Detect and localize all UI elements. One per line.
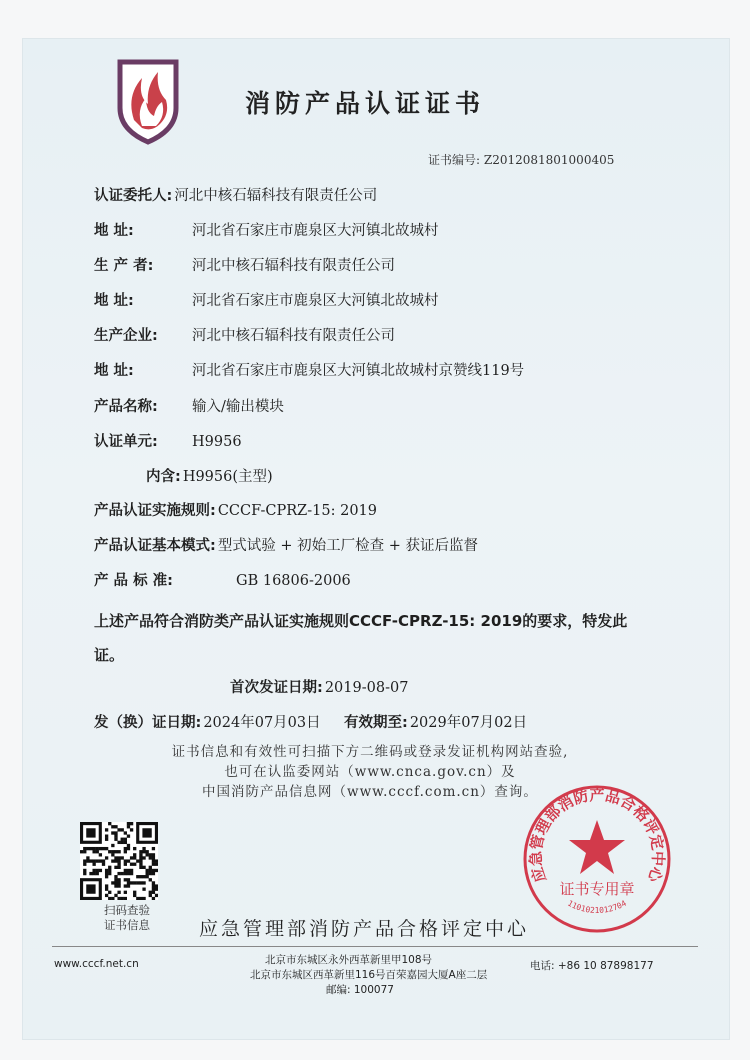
qr-caption-line: 证书信息 (104, 918, 150, 932)
first-issue-date-row (230, 676, 408, 697)
field-value: H9956(主型) (182, 469, 273, 485)
certificate-number: 证书编号: Z2012081801000405 (428, 153, 615, 167)
field-label: 生产企业: (94, 328, 158, 344)
field-label: 产 品 标 准: (94, 573, 173, 589)
qr-caption-line: 扫码查验 (104, 903, 150, 917)
field-row (146, 465, 273, 486)
footer-website[interactable]: www.cccf.net.cn (54, 958, 139, 970)
field-value: 河北中核石辐科技有限责任公司 (174, 188, 378, 204)
field-row (94, 430, 242, 451)
field-value: H9956 (192, 434, 242, 450)
field-label: 认证单元: (94, 434, 158, 450)
issue-date-row (94, 711, 321, 732)
conformity-statement: 上述产品符合消防类产品认证实施规则CCCF-CPRZ-15: 2019的要求，特发此证。 (94, 612, 628, 664)
issue-value: 2024年07月03日 (203, 715, 321, 731)
field-row (94, 184, 377, 205)
certificate-title: 消防产品认证证书 (245, 89, 486, 118)
qr-code[interactable] (80, 822, 158, 900)
field-row (94, 324, 395, 345)
seal-center-text: 证书专用章 (559, 880, 635, 898)
field-value: GB 16806-2006 (236, 573, 351, 589)
footer-postcode: 邮编: 100077 (326, 984, 394, 996)
field-value: 型式试验 + 初始工厂检查 + 获证后监督 (217, 538, 479, 554)
verification-note-line: 也可在认监委网站（www.cnca.gov.cn）及 (224, 764, 516, 780)
first-issue-label: 首次发证日期: (230, 680, 323, 696)
field-label: 认证委托人: (94, 188, 173, 204)
field-label: 地 址: (94, 363, 134, 379)
field-row (94, 359, 524, 380)
valid-label: 有效期至: (344, 715, 408, 731)
field-label: 生 产 者: (94, 258, 154, 274)
field-row (94, 289, 439, 310)
fire-logo-icon (112, 56, 184, 146)
field-value: 河北省石家庄市鹿泉区大河镇北故城村 (192, 293, 439, 309)
footer-address: 北京市东城区永外西革新里甲108号 (265, 954, 433, 966)
valid-date-row (344, 711, 527, 732)
field-row (94, 395, 284, 416)
field-label: 产品名称: (94, 399, 158, 415)
footer-divider (52, 946, 698, 947)
official-seal-icon (520, 782, 674, 936)
seal-number: 1101021012704 (566, 898, 628, 916)
field-value: 河北省石家庄市鹿泉区大河镇北故城村京赞线119号 (192, 363, 525, 379)
field-value: 河北中核石辐科技有限责任公司 (192, 258, 395, 274)
field-row (94, 254, 395, 275)
svg-text:1101021012704 (566, 899, 628, 916)
issuer-name: 应急管理部消防产品合格评定中心 (199, 918, 530, 940)
field-row (94, 499, 377, 520)
field-row (94, 219, 439, 240)
issue-label: 发（换）证日期: (94, 715, 202, 731)
field-label: 地 址: (94, 223, 134, 239)
field-value: CCCF-CPRZ-15: 2019 (217, 503, 377, 519)
field-row (94, 534, 478, 555)
field-label: 产品认证实施规则: (94, 503, 216, 519)
footer-phone: 电话: +86 10 87898177 (530, 960, 654, 972)
seal-ring-text: 应急管理部消防产品合格评定中心 (526, 785, 668, 885)
field-value: 输入/输出模块 (192, 399, 284, 415)
first-issue-value: 2019-08-07 (324, 680, 409, 696)
field-label: 内含: (146, 469, 181, 485)
field-value: 河北中核石辐科技有限责任公司 (192, 328, 395, 344)
verification-note-line: 证书信息和有效性可扫描下方二维码或登录发证机构网站查验, (171, 744, 569, 760)
field-label: 地 址: (94, 293, 134, 309)
valid-value: 2029年07月02日 (409, 715, 528, 731)
verification-note-line: 中国消防产品信息网（www.cccf.com.cn）查询。 (202, 784, 538, 800)
field-value: 河北省石家庄市鹿泉区大河镇北故城村 (192, 223, 439, 239)
field-row (94, 569, 351, 590)
field-label: 产品认证基本模式: (94, 538, 216, 554)
footer-address: 北京市东城区西革新里116号百荣嘉园大厦A座二层 (250, 969, 488, 981)
